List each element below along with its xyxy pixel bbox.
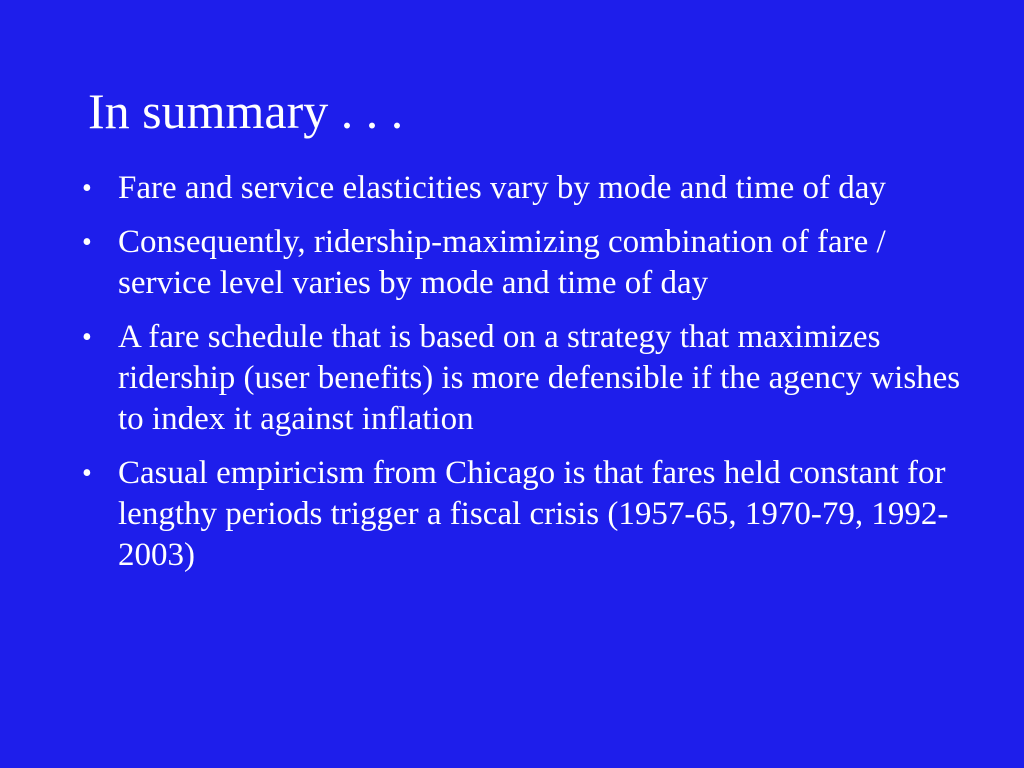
bullet-dot-icon: • [82, 458, 92, 489]
bullet-list [82, 168, 982, 589]
bullet-item [82, 222, 982, 304]
bullet-dot-icon: • [82, 173, 92, 204]
slide-title: In summary . . . [88, 83, 404, 139]
bullet-text: A fare schedule that is based on a strategy that maximizes ridership (user benefits) is more defensible if the agency wishes to index it against inflation [118, 319, 961, 437]
bullet-text: Fare and service elasticities vary by mode and time of day [118, 170, 886, 206]
bullet-item [82, 168, 982, 209]
bullet-text: Casual empiricism from Chicago is that fares held constant for lengthy periods trigger a fiscal crisis (1957-65, 1970-79, 1992-2003) [118, 455, 949, 573]
bullet-dot-icon: • [82, 227, 92, 258]
bullet-item [82, 317, 982, 440]
bullet-dot-icon: • [82, 322, 92, 353]
bullet-item [82, 453, 982, 576]
bullet-text: Consequently, ridership-maximizing combination of fare / service level varies by mode and time of day [118, 224, 886, 301]
